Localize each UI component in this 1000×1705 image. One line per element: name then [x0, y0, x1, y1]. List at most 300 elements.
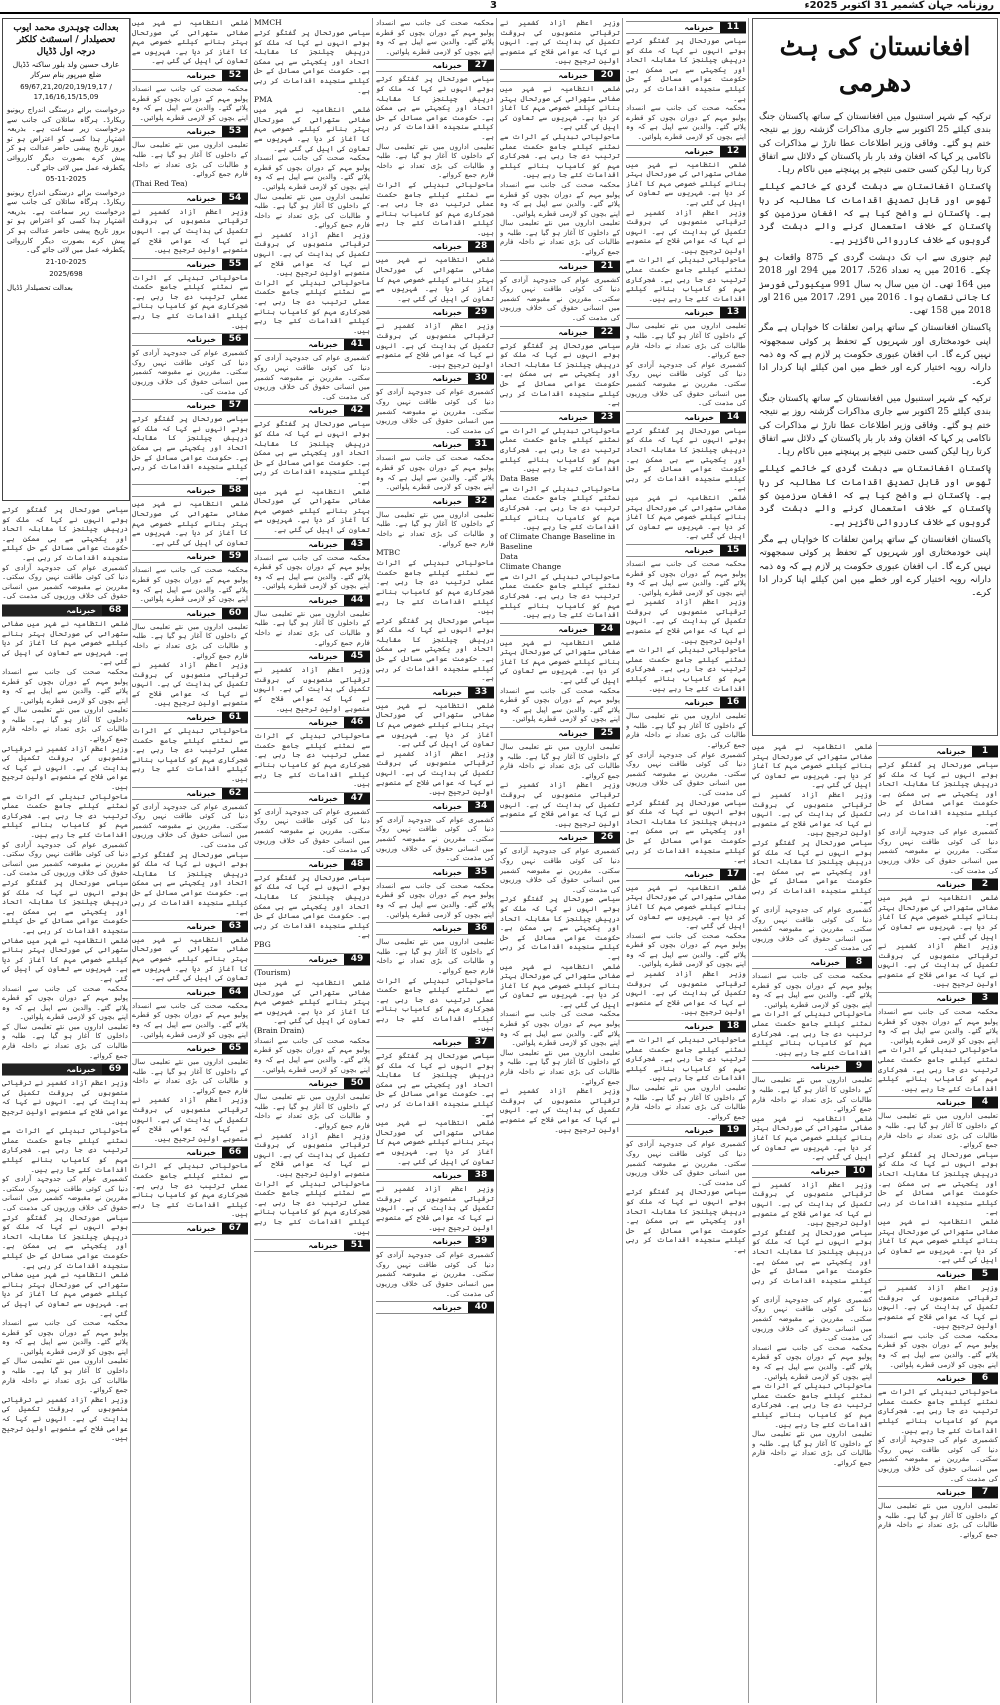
news-tag	[752, 956, 872, 969]
tag-label: خبرنامہ	[186, 486, 216, 496]
news-text: سیاسی صورتحال پر گفتگو کرتے ہوئے انہوں نے کہا کہ ملک کو درپیش چیلنجز کا مقابلہ اتحاد اور یکجہتی سے ہی ممکن ہے۔ حکومت عوامی مسائل کے حل کیلئے سنجیدہ اقدامات کر رہی ہے۔	[500, 340, 620, 408]
news-text: کشمیری عوام کی جدوجہد آزادی کو دنیا کی کوئی طاقت نہیں روک سکتی۔ مقررین نے مقبوضہ کشمیر میں انسانی حقوق کی خلاف ورزیوں کی مذمت کی۔	[500, 274, 620, 323]
news-text: سیاسی صورتحال پر گفتگو کرتے ہوئے انہوں نے کہا کہ ملک کو درپیش چیلنجز کا مقابلہ اتحاد اور یکجہتی سے ہی ممکن ہے۔ حکومت عوامی مسائل کے حل کیلئے سنجیدہ اقدامات کر رہی ہے۔	[254, 419, 370, 486]
tag-label: خبرنامہ	[308, 1079, 338, 1089]
news-tag	[878, 1486, 998, 1499]
tag-number: 52	[222, 70, 248, 81]
tag-label: خبرنامہ	[66, 1065, 96, 1075]
tag-label: خبرنامہ	[66, 605, 96, 615]
tag-label: خبرنامہ	[308, 406, 338, 416]
news-text: تعلیمی اداروں میں نئے تعلیمی سال کے داخلوں کا آغاز ہو گیا ہے۔ طلبہ و طالبات کی بڑی تعداد نے داخلہ فارم جمع کروائے۔	[626, 1083, 746, 1121]
news-text: تعلیمی اداروں میں نئے تعلیمی سال کے داخلوں کا آغاز ہو گیا ہے۔ طلبہ و طالبات کی بڑی تعداد نے داخلہ فارم جمع کروائے۔	[132, 140, 248, 179]
news-tag	[132, 484, 248, 497]
tag-number: 45	[344, 651, 370, 662]
tag-number: 59	[222, 551, 248, 562]
tag-label: خبرنامہ	[308, 793, 338, 803]
tag-number: 44	[344, 595, 370, 606]
news-text: ضلعی انتظامیہ نے شہر میں صفائی ستھرائی کی صورتحال بہتر بنانے کیلئے خصوصی مہم کا آغاز کر دیا ہے۔ شہریوں سے تعاون کی اپیل کی گئی ہے۔	[878, 893, 998, 941]
english-term: PMA	[254, 95, 273, 105]
news-text: تعلیمی اداروں میں نئے تعلیمی سال کے داخلوں کا آغاز ہو گیا ہے۔ طلبہ و طالبات کی بڑی تعداد نے داخلہ فارم جمع کروائے۔	[878, 1501, 998, 1539]
news-tag	[752, 1165, 872, 1178]
tag-label: خبرنامہ	[558, 729, 588, 739]
tag-number: 25	[594, 728, 620, 739]
tag-label: خبرنامہ	[432, 496, 462, 506]
news-text: کشمیری عوام کی جدوجہد آزادی کو دنیا کی کوئی طاقت نہیں روک سکتی۔ مقررین نے مقبوضہ کشمیر میں انسانی حقوق کی خلاف ورزیوں کی مذمت کی۔	[626, 1139, 746, 1187]
news-tag	[626, 544, 746, 557]
tag-number: 28	[468, 241, 494, 252]
news-text: ضلعی انتظامیہ نے شہر میں صفائی ستھرائی کی صورتحال بہتر بنانے کیلئے خصوصی مہم کا آغاز کر دیا ہے۔ شہریوں سے تعاون کی اپیل کی گئی ہے۔	[132, 934, 248, 983]
tag-number: 43	[344, 539, 370, 550]
tag-label: خبرنامہ	[186, 1224, 216, 1233]
tag-label: خبرنامہ	[186, 987, 216, 997]
news-text: ماحولیاتی تبدیلی کے اثرات سے نمٹنے کیلئے جامع حکمت عملی ترتیب دی جا رہی ہے۔ شجرکاری مہم کو کامیاب بنانے کیلئے اقدامات کئے جا رہے ہیں۔	[500, 131, 620, 180]
news-tag	[254, 858, 370, 871]
news-text: تعلیمی اداروں میں نئے تعلیمی سال کے داخلوں کا آغاز ہو گیا ہے۔ طلبہ و طالبات کی بڑی تعداد نے داخلہ فارم جمع کروائے۔	[254, 608, 370, 647]
news-tag	[376, 1169, 494, 1182]
tag-number: 47	[344, 793, 370, 804]
news-text: ماحولیاتی تبدیلی کے اثرات سے نمٹنے کیلئے جامع حکمت عملی ترتیب دی جا رہی ہے۔ شجرکاری مہم کو کامیاب بنانے کیلئے اقدامات کئے جا رہے ہیں۔	[132, 1161, 248, 1219]
news-tag	[254, 953, 370, 966]
editorial-paragraph: پاکستان افغانستان سے دہشت گردی کے خاتمے کیلئے ٹھوس اور قابل تصدیق اقدامات کا مطالبہ کر رہا ہے۔ پاکستان نے واضح کیا ہے کہ افغان سرزمین کو پاکستان کے خلاف استعمال کرنے والے دہشت گرد گروہوں کے خلاف کارروائی ناگزیر ہے۔	[759, 182, 991, 246]
news-text: تعلیمی اداروں میں نئے تعلیمی سال کے داخلوں کا آغاز ہو گیا ہے۔ طلبہ و طالبات کی بڑی تعداد نے داخلہ فارم جمع کروائے۔	[2, 1021, 128, 1060]
tag-number: 18	[720, 1021, 746, 1032]
tag-number: 65	[222, 1043, 248, 1054]
column-2	[752, 742, 872, 1703]
tag-label: خبرنامہ	[432, 801, 462, 811]
news-text: سیاسی صورتحال پر گفتگو کرتے ہوئے انہوں نے کہا کہ ملک کو درپیش چیلنجز کا مقابلہ اتحاد اور یکجہتی سے ہی ممکن ہے۔ حکومت عوامی مسائل کے حل کیلئے سنجیدہ اقدامات کر رہی ہے۔	[752, 1227, 872, 1295]
news-text: ماحولیاتی تبدیلی کے اثرات سے نمٹنے کیلئے جامع حکمت عملی ترتیب دی جا رہی ہے۔ شجرکاری مہم کو کامیاب بنانے کیلئے اقدامات کئے جا رہے ہیں۔	[254, 731, 370, 789]
news-tag	[132, 258, 248, 271]
news-tag	[254, 404, 370, 417]
news-text: کشمیری عوام کی جدوجہد آزادی کو دنیا کی کوئی طاقت نہیں روک سکتی۔ مقررین نے مقبوضہ کشمیر میں انسانی حقوق کی خلاف ورزیوں کی مذمت کی۔	[752, 1294, 872, 1343]
news-tag	[878, 1372, 998, 1385]
news-tag	[132, 192, 248, 205]
news-text: کشمیری عوام کی جدوجہد آزادی کو دنیا کی کوئی طاقت نہیں روک سکتی۔ مقررین نے مقبوضہ کشمیر میں انسانی حقوق کی خلاف ورزیوں کی مذمت کی۔	[376, 387, 494, 435]
news-text: وزیر اعظم آزاد کشمیر نے ترقیاتی منصوبوں کی بروقت تکمیل کی ہدایت کی ہے۔ انہوں نے کہا کہ عوامی فلاح کے منصوبے اولین ترجیح ہیں۔	[752, 789, 872, 838]
tag-number: 50	[344, 1078, 370, 1089]
news-text: ضلعی انتظامیہ نے شہر میں صفائی ستھرائی کی صورتحال بہتر بنانے کیلئے خصوصی مہم کا آغاز کر دیا ہے۔ شہریوں سے تعاون کی اپیل کی گئی ہے۔	[2, 935, 128, 983]
tag-number: 31	[468, 439, 494, 450]
news-tag	[132, 787, 248, 800]
news-text: ضلعی انتظامیہ نے شہر میں صفائی ستھرائی کی صورتحال بہتر بنانے کیلئے خصوصی مہم کا آغاز کر دیا ہے۔ شہریوں سے تعاون کی اپیل کی گئی ہے۔	[2, 1270, 128, 1318]
notice-heading: بعدالت چوہدری محمد ایوب تحصیلدار / اسسٹنٹ کلکٹر درجہ اول ڈڈیال	[13, 23, 119, 57]
tag-label: خبرنامہ	[186, 921, 216, 931]
tag-number: 41	[344, 339, 370, 350]
tag-number: 69	[102, 1064, 128, 1075]
tag-label: خبرنامہ	[432, 687, 462, 697]
news-text: وزیر اعظم آزاد کشمیر نے ترقیاتی منصوبوں کی بروقت تکمیل کی ہدایت کی ہے۔ انہوں نے کہا کہ عوامی فلاح کے منصوبے اولین ترجیح ہیں۔	[500, 18, 620, 66]
news-text: سیاسی صورتحال پر گفتگو کرتے ہوئے انہوں نے کہا کہ ملک کو درپیش چیلنجز کا مقابلہ اتحاد اور یکجہتی سے ہی ممکن ہے۔ حکومت عوامی مسائل کے حل کیلئے سنجیدہ اقدامات کر رہی ہے۔	[626, 1187, 746, 1254]
tag-label: خبرنامہ	[308, 340, 338, 350]
tag-label: خبرنامہ	[810, 1166, 840, 1176]
news-tag	[132, 607, 248, 620]
news-tag	[254, 716, 370, 729]
tag-label: خبرنامہ	[308, 652, 338, 662]
news-text: ماحولیاتی تبدیلی کے اثرات سے نمٹنے کیلئے جامع حکمت عملی ترتیب دی جا رہی ہے۔ شجرکاری مہم کو کامیاب بنانے کیلئے اقدامات کئے جا رہے ہیں۔	[626, 645, 746, 693]
tag-number: 39	[468, 1236, 494, 1247]
news-text: سیاسی صورتحال پر گفتگو کرتے ہوئے انہوں نے کہا کہ ملک کو درپیش چیلنجز کا مقابلہ اتحاد اور یکجہتی سے ہی ممکن ہے۔ حکومت عوامی مسائل کے حل کیلئے سنجیدہ اقدامات کر رہی ہے۔	[626, 797, 746, 865]
tag-label: خبرنامہ	[432, 308, 462, 318]
notice-signature: بعدالت تحصیلدار ڈڈیال	[7, 283, 73, 292]
news-tag	[626, 145, 746, 158]
tag-label: خبرنامہ	[432, 242, 462, 252]
news-text: وزیر اعظم آزاد کشمیر نے ترقیاتی منصوبوں کی بروقت تکمیل کی ہدایت کی ہے۔ انہوں نے کہا کہ عوامی فلاح کے منصوبے اولین ترجیح ہیں۔	[376, 321, 494, 369]
english-term: (Thai Red Tea)	[132, 178, 188, 188]
news-text: سیاسی صورتحال پر گفتگو کرتے ہوئے انہوں نے کہا کہ ملک کو درپیش چیلنجز کا مقابلہ اتحاد اور یکجہتی سے ہی ممکن ہے۔ حکومت عوامی مسائل کے حل کیلئے سنجیدہ اقدامات کر رہی ہے۔	[376, 74, 494, 141]
notice-body: درخواست برائے درستگی اندراج ریونیو ریکارڈ۔ ہرگاہ سائلان کی جانب سے درخواست زیر سماعت ہے۔ بذریعہ اشتہار ہذا کسی کو اعتراض ہو تو بروز تاریخ پیشی حاضر عدالت ہو کر پیش کرے بصورت دیگر کارروائی یکطرفہ عمل میں لائی جائے گی۔	[7, 105, 125, 172]
tag-label: خبرنامہ	[308, 859, 338, 869]
english-term: of Climate Change Baseline in	[500, 531, 616, 541]
english-term: MMCH	[254, 18, 282, 27]
news-text: تعلیمی اداروں میں نئے تعلیمی سال کے داخلوں کا آغاز ہو گیا ہے۔ طلبہ و طالبات کی بڑی تعداد نے داخلہ فارم جمع کروائے۔	[2, 1356, 128, 1395]
tag-number: 3	[972, 993, 998, 1004]
news-tag	[254, 1239, 370, 1252]
news-text: وزیر اعظم آزاد کشمیر نے ترقیاتی منصوبوں کی بروقت تکمیل کی ہدایت کی ہے۔ انہوں نے کہا کہ عوامی فلاح کے منصوبے اولین ترجیح ہیں۔	[376, 748, 494, 797]
news-text: تعلیمی اداروں میں نئے تعلیمی سال کے داخلوں کا آغاز ہو گیا ہے۔ طلبہ و طالبات کی بڑی تعداد نے داخلہ فارم جمع کروائے۔	[878, 1111, 998, 1150]
news-text: ضلعی انتظامیہ نے شہر میں صفائی ستھرائی کی صورتحال بہتر بنانے کیلئے خصوصی مہم کا آغاز کر دیا ہے۔ شہریوں سے تعاون کی اپیل کی گئی ہے۔	[500, 637, 620, 686]
news-tag	[626, 306, 746, 319]
news-tag	[376, 240, 494, 253]
news-tag	[132, 1146, 248, 1159]
news-text: تعلیمی اداروں میں نئے تعلیمی سال کے داخلوں کا آغاز ہو گیا ہے۔ طلبہ و طالبات کی بڑی تعداد نے داخلہ فارم جمع کروائے۔	[254, 191, 370, 230]
news-text: ضلعی انتظامیہ نے شہر میں صفائی ستھرائی کی صورتحال بہتر بنانے کیلئے خصوصی مہم کا آغاز کر دیا ہے۔ شہریوں سے تعاون کی اپیل کی گئی ہے۔	[376, 1118, 494, 1166]
news-text: تعلیمی اداروں میں نئے تعلیمی سال کے داخلوں کا آغاز ہو گیا ہے۔ طلبہ و طالبات کی بڑی تعداد نے داخلہ فارم جمع کروائے۔	[376, 937, 494, 975]
news-text: تعلیمی اداروں میں نئے تعلیمی سال کے داخلوں کا آغاز ہو گیا ہے۔ طلبہ و طالبات کی بڑی تعداد نے داخلہ فارم جمع کروائے۔	[626, 321, 746, 360]
news-tag	[500, 411, 620, 424]
tag-label: خبرنامہ	[308, 539, 338, 549]
news-tag	[132, 550, 248, 563]
english-term: (Tourism)	[254, 967, 291, 977]
tag-label: خبرنامہ	[810, 958, 840, 968]
news-text: سیاسی صورتحال پر گفتگو کرتے ہوئے انہوں نے کہا کہ ملک کو درپیش چیلنجز کا مقابلہ اتحاد اور یکجہتی سے ہی ممکن ہے۔ حکومت عوامی مسائل کے حل کیلئے سنجیدہ اقدامات کر رہی ہے۔	[254, 28, 370, 95]
english-term: Data Base	[500, 473, 539, 483]
news-tag	[626, 1020, 746, 1033]
tag-label: خبرنامہ	[936, 994, 966, 1004]
news-tag	[626, 868, 746, 881]
tag-label: خبرنامہ	[936, 1488, 966, 1498]
notice-case-ref: 2025/698	[49, 270, 83, 279]
news-text: کشمیری عوام کی جدوجہد آزادی کو دنیا کی کوئی طاقت نہیں روک سکتی۔ مقررین نے مقبوضہ کشمیر میں انسانی حقوق کی خلاف ورزیوں کی مذمت کی۔	[752, 905, 872, 953]
tag-label: خبرنامہ	[684, 412, 714, 422]
news-text: کشمیری عوام کی جدوجہد آزادی کو دنیا کی کوئی طاقت نہیں روک سکتی۔ مقررین نے مقبوضہ کشمیر میں انسانی حقوق کی خلاف ورزیوں کی مذمت کی۔	[254, 806, 370, 855]
news-text: محکمہ صحت کی جانب سے انسداد پولیو مہم کے دوران بچوں کو قطرے پلائے گئے۔ والدین سے اپیل ہے کہ وہ اپنے بچوں کو لازمی قطرے پلوائیں۔	[254, 1035, 370, 1074]
tag-number: 36	[468, 923, 494, 934]
news-text: ضلعی انتظامیہ نے شہر میں صفائی ستھرائی کی صورتحال بہتر بنانے کیلئے خصوصی مہم کا آغاز کر دیا ہے۔ شہریوں سے تعاون کی اپیل کی گئی ہے۔	[2, 618, 128, 667]
news-tag	[626, 411, 746, 424]
news-tag	[132, 125, 248, 138]
news-text: کشمیری عوام کی جدوجہد آزادی کو دنیا کی کوئی طاقت نہیں روک سکتی۔ مقررین نے مقبوضہ کشمیر میں انسانی حقوق کی خلاف ورزیوں کی مذمت کی۔	[132, 801, 248, 849]
tag-number: 15	[720, 545, 746, 556]
editorial-paragraph: ترکیہ کے شہر استنبول میں افغانستان کے ساتھ پاکستان جنگ بندی کیلئے 25 اکتوبر سے جاری مذاکرات گزشتہ روز بے نتیجہ ختم ہو گئے۔ وفاقی وزیر اطلاعات عطا تارڑ نے مذاکرات کی ناکامی پر کہا کہ افغان وفد بار بار پاکستان کے دلائل سے اتفاق کرتا رہا لیکن کسی حتمی نتیجے پر پہنچنے میں ناکام رہا۔	[759, 112, 991, 176]
news-tag	[132, 986, 248, 999]
column-8	[2, 505, 128, 1703]
news-tag	[254, 1077, 370, 1090]
news-tag	[752, 1060, 872, 1073]
english-term: Data	[500, 551, 518, 561]
news-text: ماحولیاتی تبدیلی کے اثرات سے نمٹنے کیلئے جامع حکمت عملی ترتیب دی جا رہی ہے۔ شجرکاری مہم کو کامیاب بنانے کیلئے اقدامات کئے جا رہے ہیں۔	[376, 179, 494, 237]
news-text: وزیر اعظم آزاد کشمیر نے ترقیاتی منصوبوں کی بروقت تکمیل کی ہدایت کی ہے۔ انہوں نے کہا کہ عوامی فلاح کے منصوبے اولین ترجیح ہیں۔	[500, 780, 620, 828]
english-term: Climate Change	[500, 561, 562, 571]
news-text: کشمیری عوام کی جدوجہد آزادی کو دنیا کی کوئی طاقت نہیں روک سکتی۔ مقررین نے مقبوضہ کشمیر میں انسانی حقوق کی خلاف ورزیوں کی مذمت کی۔	[878, 827, 998, 875]
masthead-date: روزنامہ جہان کشمیر 31 اکتوبر 2025ء	[804, 0, 994, 11]
column-1	[878, 742, 998, 1703]
page-number: 3	[490, 0, 497, 11]
news-text: تعلیمی اداروں میں نئے تعلیمی سال کے داخلوں کا آغاز ہو گیا ہے۔ طلبہ و طالبات کی بڑی تعداد نے داخلہ فارم جمع کروائے۔	[132, 621, 248, 660]
news-text: محکمہ صحت کی جانب سے انسداد پولیو مہم کے دوران بچوں کو قطرے پلائے گئے۔ والدین سے اپیل ہے کہ وہ اپنے بچوں کو لازمی قطرے پلوائیں۔	[132, 1000, 248, 1039]
news-tag	[132, 69, 248, 82]
tag-number: 13	[720, 307, 746, 318]
news-tag	[500, 326, 620, 339]
news-text: ضلعی انتظامیہ نے شہر میں صفائی ستھرائی کی صورتحال بہتر بنانے کیلئے خصوصی مہم کا آغاز کر دیا ہے۔ شہریوں سے تعاون کی اپیل کی گئی ہے۔	[254, 486, 370, 534]
news-text: ضلعی انتظامیہ نے شہر میں صفائی ستھرائی کی صورتحال بہتر بنانے کیلئے خصوصی مہم کا آغاز کر دیا ہے۔ شہریوں سے تعاون کی اپیل کی گئی ہے۔	[132, 499, 248, 547]
news-tag	[376, 922, 494, 935]
news-text: کشمیری عوام کی جدوجہد آزادی کو دنیا کی کوئی طاقت نہیں روک سکتی۔ مقررین نے مقبوضہ کشمیر میں انسانی حقوق کی خلاف ورزیوں کی مذمت کی۔	[376, 1250, 494, 1298]
news-tag	[376, 59, 494, 72]
news-text: کشمیری عوام کی جدوجہد آزادی کو دنیا کی کوئی طاقت نہیں روک سکتی۔ مقررین نے مقبوضہ کشمیر میں انسانی حقوق کی خلاف ورزیوں کی مذمت کی۔	[500, 846, 620, 894]
news-tag	[500, 623, 620, 636]
editorial-paragraph: پاکستان افغانستان کے ساتھ پرامن تعلقات کا خواہاں ہے مگر اپنی خودمختاری اور شہریوں کے تحفظ پر کوئی سمجھوتہ نہیں کرے گا۔ اب افغان عبوری حکومت پر لازم ہے کہ وہ ذمہ دارانہ رویہ اختیار کرے اور خطے میں امن کیلئے اپنا کردار ادا کرے۔	[759, 323, 991, 387]
tag-label: خبرنامہ	[186, 713, 216, 723]
tag-number: 62	[222, 788, 248, 799]
news-tag	[376, 686, 494, 699]
news-tag	[878, 992, 998, 1005]
masthead	[0, 0, 1000, 14]
news-text: محکمہ صحت کی جانب سے انسداد پولیو مہم کے دوران بچوں کو قطرے پلائے گئے۔ والدین سے اپیل ہے کہ وہ اپنے بچوں کو لازمی قطرے پلوائیں۔	[878, 1330, 998, 1369]
news-text: ماحولیاتی تبدیلی کے اثرات سے نمٹنے کیلئے جامع حکمت عملی ترتیب دی جا رہی ہے۔ شجرکاری مہم کو کامیاب بنانے کیلئے اقدامات کئے جا رہے ہیں۔	[2, 791, 128, 839]
news-text: ماحولیاتی تبدیلی کے اثرات سے نمٹنے کیلئے جامع حکمت عملی ترتیب دی جا رہی ہے۔ شجرکاری مہم کو کامیاب بنانے کیلئے اقدامات کئے جا رہے ہیں۔	[626, 1035, 746, 1083]
notice-body: درخواست برائے درستگی اندراج ریونیو ریکارڈ۔ ہرگاہ سائلان کی جانب سے درخواست زیر سماعت ہے۔ بذریعہ اشتہار ہذا کسی کو اعتراض ہو تو بروز تاریخ پیشی حاضر عدالت ہو کر پیش کرے بصورت دیگر کارروائی یکطرفہ عمل میں لائی جائے گی۔	[7, 187, 125, 255]
tag-number: 56	[222, 334, 248, 345]
news-text: ماحولیاتی تبدیلی کے اثرات سے نمٹنے کیلئے جامع حکمت عملی ترتیب دی جا رہی ہے۔ شجرکاری مہم کو کامیاب بنانے کیلئے اقدامات کئے جا رہے ہیں۔	[376, 975, 494, 1033]
tag-label: خبرنامہ	[558, 624, 588, 634]
tag-label: خبرنامہ	[432, 1038, 462, 1048]
tag-number: 10	[846, 1166, 872, 1177]
tag-label: خبرنامہ	[432, 924, 462, 934]
tag-number: 8	[846, 957, 872, 968]
tag-number: 57	[222, 400, 248, 411]
news-tag	[376, 800, 494, 813]
tag-label: خبرنامہ	[186, 401, 216, 411]
tag-number: 63	[222, 921, 248, 932]
news-text: ضلعی انتظامیہ نے شہر میں صفائی ستھرائی کی صورتحال بہتر بنانے کیلئے خصوصی مہم کا آغاز کر دیا ہے۔ شہریوں سے تعاون کی اپیل کی گئی ہے۔	[752, 742, 872, 790]
tag-label: خبرنامہ	[936, 1269, 966, 1279]
tag-label: خبرنامہ	[936, 1374, 966, 1384]
tag-number: 40	[468, 1302, 494, 1313]
news-text: تعلیمی اداروں میں نئے تعلیمی سال کے داخلوں کا آغاز ہو گیا ہے۔ طلبہ و طالبات کی بڑی تعداد نے داخلہ فارم جمع کروائے۔	[2, 705, 128, 744]
news-text: ماحولیاتی تبدیلی کے اثرات سے نمٹنے کیلئے جامع حکمت عملی ترتیب دی جا رہی ہے۔ شجرکاری مہم کو کامیاب بنانے کیلئے اقدامات کئے جا رہے ہیں۔	[254, 1178, 370, 1236]
news-text: سیاسی صورتحال پر گفتگو کرتے ہوئے انہوں نے کہا کہ ملک کو درپیش چیلنجز کا مقابلہ اتحاد اور یکجہتی سے ہی ممکن ہے۔ حکومت عوامی مسائل کے حل کیلئے سنجیدہ اقدامات کر رہی ہے۔	[626, 425, 746, 493]
tag-number: 67	[222, 1223, 248, 1234]
tag-number: 2	[972, 879, 998, 890]
news-text: وزیر اعظم آزاد کشمیر نے ترقیاتی منصوبوں کی بروقت تکمیل کی ہدایت کی ہے۔ انہوں نے کہا کہ عوامی فلاح کے منصوبے اولین ترجیح ہیں۔	[132, 1095, 248, 1143]
tag-label: خبرنامہ	[432, 61, 462, 71]
news-tag	[500, 69, 620, 82]
tag-number: 30	[468, 373, 494, 384]
news-text: محکمہ صحت کی جانب سے انسداد پولیو مہم کے دوران بچوں کو قطرے پلائے گئے۔ والدین سے اپیل ہے کہ وہ اپنے بچوں کو لازمی قطرے پلوائیں۔	[500, 685, 620, 724]
editorial-paragraph: پاکستان افغانستان کے ساتھ پرامن تعلقات کا خواہاں ہے مگر اپنی خودمختاری اور شہریوں کے تحفظ پر کوئی سمجھوتہ نہیں کرے گا۔ اب افغان عبوری حکومت پر لازم ہے کہ وہ ذمہ دارانہ رویہ اختیار کرے اور خطے میں امن کیلئے اپنا کردار ادا کرے۔	[759, 534, 991, 599]
tag-label: خبرنامہ	[186, 552, 216, 562]
news-text: محکمہ صحت کی جانب سے انسداد پولیو مہم کے دوران بچوں کو قطرے پلائے گئے۔ والدین سے اپیل ہے کہ وہ اپنے بچوں کو لازمی قطرے پلوائیں۔	[2, 1318, 128, 1356]
news-text: تعلیمی اداروں میں نئے تعلیمی سال کے داخلوں کا آغاز ہو گیا ہے۔ طلبہ و طالبات کی بڑی تعداد نے داخلہ فارم جمع کروائے۔	[254, 1092, 370, 1131]
tag-label: خبرنامہ	[684, 698, 714, 708]
tag-label: خبرنامہ	[810, 1062, 840, 1072]
tag-label: خبرنامہ	[558, 261, 588, 271]
news-tag	[132, 1222, 248, 1235]
tag-label: خبرنامہ	[308, 718, 338, 728]
tag-number: 12	[720, 146, 746, 157]
tag-label: خبرنامہ	[558, 833, 588, 843]
column-7	[132, 18, 248, 1703]
tag-number: 60	[222, 608, 248, 619]
news-text: ضلعی انتظامیہ نے شہر میں صفائی ستھرائی کی صورتحال بہتر بنانے کیلئے خصوصی مہم کا آغاز کر دیا ہے۔ شہریوں سے تعاون کی اپیل کی گئی ہے۔	[132, 18, 248, 66]
news-text: سیاسی صورتحال پر گفتگو کرتے ہوئے انہوں نے کہا کہ ملک کو درپیش چیلنجز کا مقابلہ اتحاد اور یکجہتی سے ہی ممکن ہے۔ حکومت عوامی مسائل کے حل کیلئے سنجیدہ اقدامات کر رہی ہے۔	[878, 760, 998, 827]
tag-number: 16	[720, 697, 746, 708]
tag-number: 19	[720, 1125, 746, 1136]
news-tag	[376, 1036, 494, 1049]
tag-label: خبرنامہ	[684, 1126, 714, 1136]
news-text: ماحولیاتی تبدیلی کے اثرات سے نمٹنے کیلئے جامع حکمت عملی ترتیب دی جا رہی ہے۔ شجرکاری مہم کو کامیاب بنانے کیلئے اقدامات کئے جا رہے ہیں۔	[254, 277, 370, 335]
news-tag	[254, 594, 370, 607]
tag-label: خبرنامہ	[684, 146, 714, 156]
news-text: وزیر اعظم آزاد کشمیر نے ترقیاتی منصوبوں کی بروقت تکمیل کی ہدایت کی ہے۔ انہوں نے کہا کہ عوامی فلاح کے منصوبے اولین ترجیح ہیں۔	[2, 1078, 128, 1126]
news-text: ضلعی انتظامیہ نے شہر میں صفائی ستھرائی کی صورتحال بہتر بنانے کیلئے خصوصی مہم کا آغاز کر دیا ہے۔ شہریوں سے تعاون کی اپیل کی گئی ہے۔	[500, 83, 620, 132]
news-text: ضلعی انتظامیہ نے شہر میں صفائی ستھرائی کی صورتحال بہتر بنانے کیلئے خصوصی مہم کا آغاز کر دیا ہے۔ شہریوں سے تعاون کی اپیل کی گئی ہے۔	[376, 255, 494, 303]
news-text: تعلیمی اداروں میں نئے تعلیمی سال کے داخلوں کا آغاز ہو گیا ہے۔ طلبہ و طالبات کی بڑی تعداد نے داخلہ فارم جمع کروائے۔	[500, 742, 620, 780]
news-tag	[376, 372, 494, 385]
news-text: ماحولیاتی تبدیلی کے اثرات سے نمٹنے کیلئے جامع حکمت عملی ترتیب دی جا رہی ہے۔ شجرکاری مہم کو کامیاب بنانے کیلئے اقدامات کئے جا رہے ہیں۔	[752, 1009, 872, 1057]
news-tag	[254, 338, 370, 351]
tag-number: 53	[222, 126, 248, 137]
news-text: ماحولیاتی تبدیلی کے اثرات سے نمٹنے کیلئے جامع حکمت عملی ترتیب دی جا رہی ہے۔ شجرکاری مہم کو کامیاب بنانے کیلئے اقدامات کئے جا رہے ہیں۔	[752, 1381, 872, 1429]
news-text: وزیر اعظم آزاد کشمیر نے ترقیاتی منصوبوں کی بروقت تکمیل کی ہدایت کی ہے۔ انہوں نے کہا کہ عوامی فلاح کے منصوبے اولین ترجیح ہیں۔	[2, 1394, 128, 1443]
column-5	[376, 18, 494, 1703]
news-text: سیاسی صورتحال پر گفتگو کرتے ہوئے انہوں نے کہا کہ ملک کو درپیش چیلنجز کا مقابلہ اتحاد اور یکجہتی سے ہی ممکن ہے۔ حکومت عوامی مسائل کے حل کیلئے سنجیدہ اقدامات کر رہی ہے۔	[500, 894, 620, 961]
tag-number: 5	[972, 1269, 998, 1280]
news-text: وزیر اعظم آزاد کشمیر نے ترقیاتی منصوبوں کی بروقت تکمیل کی ہدایت کی ہے۔ انہوں نے کہا کہ عوامی فلاح کے منصوبے اولین ترجیح ہیں۔	[626, 207, 746, 255]
tag-number: 66	[222, 1147, 248, 1158]
news-text: ماحولیاتی تبدیلی کے اثرات سے نمٹنے کیلئے جامع حکمت عملی ترتیب دی جا رہی ہے۔ شجرکاری مہم کو کامیاب بنانے کیلئے اقدامات کئے جا رہے ہیں۔	[376, 558, 494, 616]
news-text: تعلیمی اداروں میں نئے تعلیمی سال کے داخلوں کا آغاز ہو گیا ہے۔ طلبہ و طالبات کی بڑی تعداد نے داخلہ فارم جمع کروائے۔	[376, 509, 494, 548]
news-text: محکمہ صحت کی جانب سے انسداد پولیو مہم کے دوران بچوں کو قطرے پلائے گئے۔ والدین سے اپیل ہے کہ وہ اپنے بچوں کو لازمی قطرے پلوائیں۔	[254, 552, 370, 591]
tag-number: 20	[594, 70, 620, 81]
news-text: وزیر اعظم آزاد کشمیر نے ترقیاتی منصوبوں کی بروقت تکمیل کی ہدایت کی ہے۔ انہوں نے کہا کہ عوامی فلاح کے منصوبے اولین ترجیح ہیں۔	[132, 660, 248, 708]
news-tag	[878, 745, 998, 758]
tag-number: 32	[468, 496, 494, 507]
editorial-title: افغانستان کی ہٹ دھرمی	[779, 32, 971, 97]
tag-number: 38	[468, 1170, 494, 1181]
editorial-paragraph: ترکیہ کے شہر استنبول میں افغانستان کے ساتھ پاکستان جنگ بندی کیلئے 25 اکتوبر سے جاری مذاکرات گزشتہ روز بے نتیجہ ختم ہو گئے۔ وفاقی وزیر اطلاعات عطا تارڑ نے مذاکرات کی ناکامی پر کہا کہ افغان وفد بار بار پاکستان کے دلائل سے اتفاق کرتا رہا لیکن کسی حتمی نتیجے پر پہنچنے میں ناکام رہا۔	[759, 393, 991, 458]
tag-number: 7	[972, 1487, 998, 1498]
tag-label: خبرنامہ	[558, 70, 588, 80]
news-text: وزیر اعظم آزاد کشمیر نے ترقیاتی منصوبوں کی بروقت تکمیل کی ہدایت کی ہے۔ انہوں نے کہا کہ عوامی فلاح کے منصوبے اولین ترجیح ہیں۔	[752, 1179, 872, 1228]
news-text: ضلعی انتظامیہ نے شہر میں صفائی ستھرائی کی صورتحال بہتر بنانے کیلئے خصوصی مہم کا آغاز کر دیا ہے۔ شہریوں سے تعاون کی اپیل کی گئی ہے۔	[752, 1113, 872, 1162]
news-tag	[376, 1235, 494, 1248]
news-text: ماحولیاتی تبدیلی کے اثرات سے نمٹنے کیلئے جامع حکمت عملی ترتیب دی جا رہی ہے۔ شجرکاری مہم کو کامیاب بنانے کیلئے اقدامات کئے جا رہے ہیں۔	[132, 726, 248, 784]
news-text: ضلعی انتظامیہ نے شہر میں صفائی ستھرائی کی صورتحال بہتر بنانے کیلئے خصوصی مہم کا آغاز کر دیا ہے۔ شہریوں سے تعاون کی اپیل کی گئی ہے۔	[626, 159, 746, 207]
tag-label: خبرنامہ	[936, 1098, 966, 1108]
news-text: ضلعی انتظامیہ نے شہر میں صفائی ستھرائی کی صورتحال بہتر بنانے کیلئے خصوصی مہم کا آغاز کر دیا ہے۔ شہریوں سے تعاون کی اپیل کی گئی ہے۔	[626, 492, 746, 541]
tag-label: خبرنامہ	[684, 1022, 714, 1032]
news-text: کشمیری عوام کی جدوجہد آزادی کو دنیا کی کوئی طاقت نہیں روک سکتی۔ مقررین نے مقبوضہ کشمیر میں انسانی حقوق کی خلاف ورزیوں کی مذمت کی۔	[2, 1174, 128, 1212]
tag-label: خبرنامہ	[684, 545, 714, 555]
news-text: سیاسی صورتحال پر گفتگو کرتے ہوئے انہوں نے کہا کہ ملک کو درپیش چیلنجز کا مقابلہ اتحاد اور یکجہتی سے ہی ممکن ہے۔ حکومت عوامی مسائل کے حل کیلئے سنجیدہ اقدامات کر رہی ہے۔	[878, 1149, 998, 1217]
news-text: محکمہ صحت کی جانب سے انسداد پولیو مہم کے دوران بچوں کو قطرے پلائے گئے۔ والدین سے اپیل ہے کہ وہ اپنے بچوں کو لازمی قطرے پلوائیں۔	[626, 558, 746, 597]
news-text: تعلیمی اداروں میں نئے تعلیمی سال کے داخلوں کا آغاز ہو گیا ہے۔ طلبہ و طالبات کی بڑی تعداد نے داخلہ فارم جمع کروائے۔	[752, 1075, 872, 1114]
english-term: PBG	[254, 939, 271, 949]
news-tag	[132, 399, 248, 412]
news-tag	[626, 696, 746, 709]
news-text: ضلعی انتظامیہ نے شہر میں صفائی ستھرائی کی صورتحال بہتر بنانے کیلئے خصوصی مہم کا آغاز کر دیا ہے۔ شہریوں سے تعاون کی اپیل کی گئی ہے۔	[626, 882, 746, 931]
news-text: ماحولیاتی تبدیلی کے اثرات سے نمٹنے کیلئے جامع حکمت عملی ترتیب دی جا رہی ہے۔ شجرکاری مہم کو کامیاب بنانے کیلئے اقدامات کئے جا رہے ہیں۔	[132, 272, 248, 330]
tag-label: خبرنامہ	[308, 954, 338, 964]
news-text: سیاسی صورتحال پر گفتگو کرتے ہوئے انہوں نے کہا کہ ملک کو درپیش چیلنجز کا مقابلہ اتحاد اور یکجہتی سے ہی ممکن ہے۔ حکومت عوامی مسائل کے حل کیلئے سنجیدہ اقدامات کر رہی ہے۔	[752, 837, 872, 905]
notice-case-numbers: 69/67,21,20/20,19/19,17 / 17,16/16,15/15,09	[20, 83, 112, 101]
tag-label: خبرنامہ	[308, 595, 338, 605]
tag-number: 42	[344, 405, 370, 416]
news-tag	[376, 1301, 494, 1314]
tag-number: 1	[972, 746, 998, 757]
news-text: محکمہ صحت کی جانب سے انسداد پولیو مہم کے دوران بچوں کو قطرے پلائے گئے۔ والدین سے اپیل ہے کہ وہ اپنے بچوں کو لازمی قطرے پلوائیں۔	[626, 103, 746, 141]
news-text: کشمیری عوام کی جدوجہد آزادی کو دنیا کی کوئی طاقت نہیں روک سکتی۔ مقررین نے مقبوضہ کشمیر میں انسانی حقوق کی خلاف ورزیوں کی مذمت کی۔	[132, 348, 248, 396]
tag-number: 14	[720, 412, 746, 423]
tag-number: 68	[102, 605, 128, 616]
news-text: سیاسی صورتحال پر گفتگو کرتے ہوئے انہوں نے کہا کہ ملک کو درپیش چیلنجز کا مقابلہ اتحاد اور یکجہتی سے ہی ممکن ہے۔ حکومت عوامی مسائل کے حل کیلئے سنجیدہ اقدامات کر رہی ہے۔	[2, 877, 128, 935]
news-text: محکمہ صحت کی جانب سے انسداد پولیو مہم کے دوران بچوں کو قطرے پلائے گئے۔ والدین سے اپیل ہے کہ وہ اپنے بچوں کو لازمی قطرے پلوائیں۔	[500, 179, 620, 218]
news-text: ضلعی انتظامیہ نے شہر میں صفائی ستھرائی کی صورتحال بہتر بنانے کیلئے خصوصی مہم کا آغاز کر دیا ہے۔ شہریوں سے تعاون کی اپیل کی گئی ہے۔	[254, 105, 370, 153]
news-tag	[500, 727, 620, 740]
tag-label: خبرنامہ	[186, 1148, 216, 1158]
tag-label: خبرنامہ	[186, 335, 216, 345]
news-text: محکمہ صحت کی جانب سے انسداد پولیو مہم کے دوران بچوں کو قطرے پلائے گئے۔ والدین سے اپیل ہے کہ وہ اپنے بچوں کو لازمی قطرے پلوائیں۔	[376, 453, 494, 492]
news-tag	[254, 650, 370, 663]
news-text: محکمہ صحت کی جانب سے انسداد پولیو مہم کے دوران بچوں کو قطرے پلائے گئے۔ والدین سے اپیل ہے کہ وہ اپنے بچوں کو لازمی قطرے پلوائیں۔	[878, 1007, 998, 1045]
news-text: وزیر اعظم آزاد کشمیر نے ترقیاتی منصوبوں کی بروقت تکمیل کی ہدایت کی ہے۔ انہوں نے کہا کہ عوامی فلاح کے منصوبے اولین ترجیح ہیں۔	[254, 229, 370, 278]
news-text: ضلعی انتظامیہ نے شہر میں صفائی ستھرائی کی صورتحال بہتر بنانے کیلئے خصوصی مہم کا آغاز کر دیا ہے۔ شہریوں سے تعاون کی اپیل کی گئی ہے۔	[500, 961, 620, 1009]
news-text: ضلعی انتظامیہ نے شہر میں صفائی ستھرائی کی صورتحال بہتر بنانے کیلئے خصوصی مہم کا آغاز کر دیا ہے۔ شہریوں سے تعاون کی اپیل کی گئی ہے۔	[878, 1216, 998, 1265]
news-text: سیاسی صورتحال پر گفتگو کرتے ہوئے انہوں نے کہا کہ ملک کو درپیش چیلنجز کا مقابلہ اتحاد اور یکجہتی سے ہی ممکن ہے۔ حکومت عوامی مسائل کے حل کیلئے سنجیدہ اقدامات کر رہی ہے۔	[132, 849, 248, 917]
news-tag	[878, 1268, 998, 1281]
news-tag	[500, 260, 620, 273]
english-term: (Brain Drain)	[254, 1025, 305, 1035]
tag-number: 64	[222, 987, 248, 998]
news-tag	[376, 866, 494, 879]
editorial-paragraph: ٹیم جنوری سے اب تک دہشت گردی کے 875 واقعات ہو چکے۔ 2016 میں یہ تعداد 526، 2017 میں 294 اور 2018 میں 164 تھی۔ ان میں سال بہ سال 991 سیکیورٹی فورسز کا جانی نقصان ہوا۔ 2016 میں 291، 2017 میں 216 اور 2018 میں 158 تھی۔	[759, 252, 992, 317]
tag-number: 4	[972, 1097, 998, 1108]
news-text: محکمہ صحت کی جانب سے انسداد پولیو مہم کے دوران بچوں کو قطرے پلائے گئے۔ والدین سے اپیل ہے کہ وہ اپنے بچوں کو لازمی قطرے پلوائیں۔	[752, 971, 872, 1009]
tag-label: خبرنامہ	[558, 327, 588, 337]
tag-number: 6	[972, 1373, 998, 1384]
tag-number: 33	[468, 687, 494, 698]
news-tag	[2, 1063, 128, 1076]
tag-label: خبرنامہ	[432, 374, 462, 384]
news-tag	[376, 438, 494, 451]
news-text: وزیر اعظم آزاد کشمیر نے ترقیاتی منصوبوں کی بروقت تکمیل کی ہدایت کی ہے۔ انہوں نے کہا کہ عوامی فلاح کے منصوبے اولین ترجیح ہیں۔	[254, 1130, 370, 1178]
news-text: محکمہ صحت کی جانب سے انسداد پولیو مہم کے دوران بچوں کو قطرے پلائے گئے۔ والدین سے اپیل ہے کہ وہ اپنے بچوں کو لازمی قطرے پلوائیں۔	[376, 880, 494, 919]
tag-label: خبرنامہ	[308, 1241, 338, 1251]
tag-number: 23	[594, 412, 620, 423]
news-tag	[254, 538, 370, 551]
tag-number: 34	[468, 801, 494, 812]
tag-label: خبرنامہ	[684, 869, 714, 879]
tag-number: 51	[344, 1240, 370, 1251]
tag-number: 21	[594, 261, 620, 272]
news-text: وزیر اعظم آزاد کشمیر نے ترقیاتی منصوبوں کی بروقت تکمیل کی ہدایت کی ہے۔ انہوں نے کہا کہ عوامی فلاح کے منصوبے اولین ترجیح ہیں۔	[132, 206, 248, 255]
news-text: کشمیری عوام کی جدوجہد آزادی کو دنیا کی کوئی طاقت نہیں روک سکتی۔ مقررین نے مقبوضہ کشمیر میں انسانی حقوق کی خلاف ورزیوں کی مذمت کی۔	[878, 1435, 998, 1483]
news-text: محکمہ صحت کی جانب سے انسداد پولیو مہم کے دوران بچوں کو قطرے پلائے گئے۔ والدین سے اپیل ہے کہ وہ اپنے بچوں کو لازمی قطرے پلوائیں۔	[132, 565, 248, 604]
news-text: سیاسی صورتحال پر گفتگو کرتے ہوئے انہوں نے کہا کہ ملک کو درپیش چیلنجز کا مقابلہ اتحاد اور یکجہتی سے ہی ممکن ہے۔ حکومت عوامی مسائل کے حل کیلئے سنجیدہ اقدامات کر رہی ہے۔	[254, 872, 370, 940]
news-text: محکمہ صحت کی جانب سے انسداد پولیو مہم کے دوران بچوں کو قطرے پلائے گئے۔ والدین سے اپیل ہے کہ وہ اپنے بچوں کو لازمی قطرے پلوائیں۔	[752, 1342, 872, 1381]
editorial-paragraph: پاکستان افغانستان سے دہشت گردی کے خاتمے کیلئے ٹھوس اور قابل تصدیق اقدامات کا مطالبہ کر رہا ہے۔ پاکستان نے واضح کیا ہے کہ افغان سرزمین کو پاکستان کے خلاف استعمال کرنے والے دہشت گرد گروہوں کے خلاف کارروائی ناگزیر ہے۔	[759, 464, 991, 528]
